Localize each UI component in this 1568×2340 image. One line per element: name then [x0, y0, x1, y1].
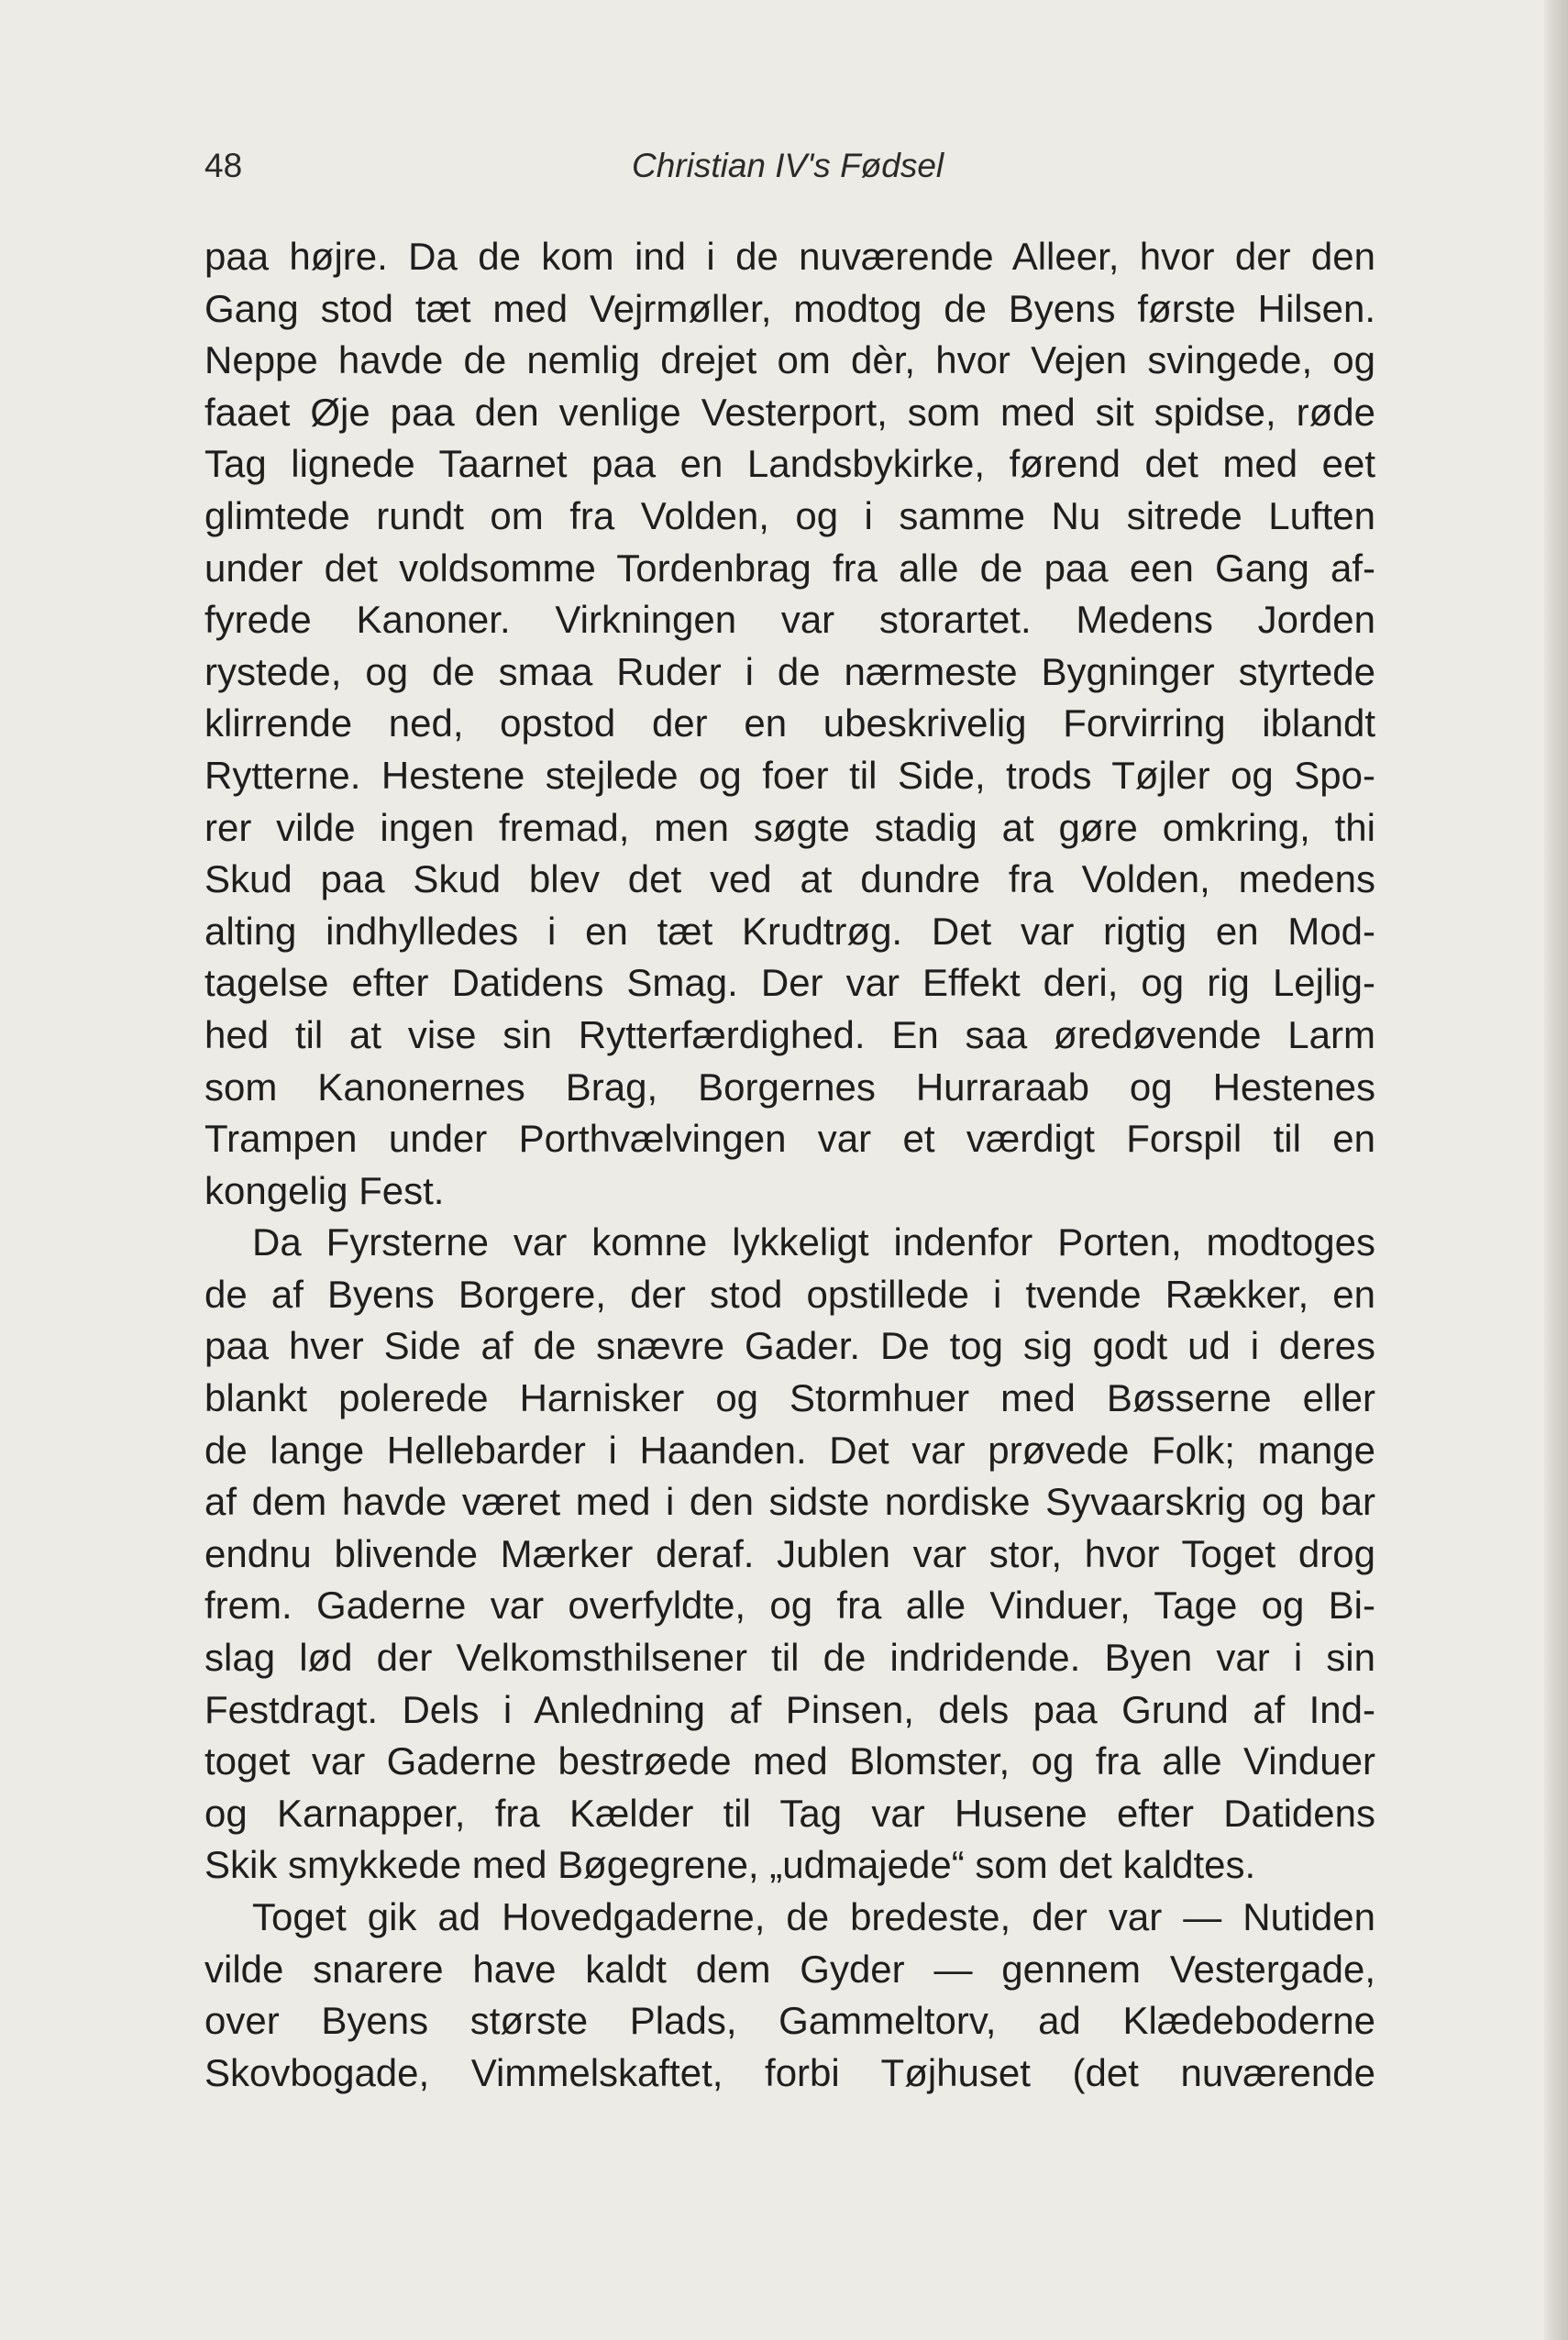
text-line: endnu blivende Mærker deraf. Jublen var stor, hvor Toget drog — [204, 1531, 1375, 1575]
text-line: under det voldsomme Tordenbrag fra alle de paa een Gang af- — [204, 546, 1375, 590]
text-line: faaet Øje paa den venlige Vesterport, som med sit spidse, røde — [204, 390, 1375, 434]
text-line: Skud paa Skud blev det ved at dundre fra Volden, medens — [204, 857, 1375, 901]
text-line: af dem havde været med i den sidste nordiske Syvaarskrig og bar — [204, 1480, 1375, 1524]
text-line: kongelig Fest. — [204, 1168, 445, 1212]
text-line: vilde snarere have kaldt dem Gyder — gennem Vestergade, — [204, 1947, 1375, 1991]
text-line: toget var Gaderne bestrøede med Blomster, og fra alle Vinduer — [204, 1739, 1375, 1783]
body-text — [204, 231, 1375, 2099]
text-line: slag lød der Velkomsthilsener til de indridende. Byen var i sin — [204, 1636, 1375, 1680]
text-line: paa hver Side af de snævre Gader. De tog sig godt ud i deres — [204, 1324, 1375, 1368]
text-line: Da Fyrsterne var komne lykkeligt indenfor Porten, modtoges — [252, 1220, 1375, 1264]
text-line: rystede, og de smaa Ruder i de nærmeste Bygninger styrtede — [204, 649, 1375, 693]
page-edge-shadow — [1544, 0, 1568, 2340]
text-line: Tag lignede Taarnet paa en Landsbykirke, førend det med eet — [204, 442, 1375, 486]
text-line: som Kanonernes Brag, Borgernes Hurraraab og Hestenes — [204, 1065, 1375, 1109]
text-line: over Byens største Plads, Gammeltorv, ad Klædeboderne — [204, 1999, 1375, 2043]
text-line: tagelse efter Datidens Smag. Der var Effekt deri, og rig Lejlig- — [204, 961, 1375, 1005]
text-line: Gang stod tæt med Vejrmøller, modtog de Byens første Hilsen. — [204, 286, 1375, 330]
text-line: rer vilde ingen fremad, men søgte stadig at gøre omkring, thi — [204, 805, 1375, 849]
text-line: hed til at vise sin Rytterfærdighed. En saa øredøvende Larm — [204, 1012, 1375, 1056]
chapter-title: Christian IV's Fødsel — [632, 147, 944, 184]
text-line: paa højre. Da de kom ind i de nuværende Alleer, hvor der den — [204, 235, 1375, 278]
text-line: fyrede Kanoner. Virkningen var storartet. Medens Jorden — [204, 598, 1375, 642]
text-line: klirrende ned, opstod der en ubeskrivelig Forvirring iblandt — [204, 701, 1375, 745]
text-line: Neppe havde de nemlig drejet om dèr, hvor Vejen svingede, og — [204, 338, 1375, 382]
text-line: frem. Gaderne var overfyldte, og fra alle Vinduer, Tage og Bi- — [204, 1584, 1375, 1628]
text-line: de lange Hellebarder i Haanden. Det var prøvede Folk; mange — [204, 1428, 1375, 1472]
text-line: og Karnapper, fra Kælder til Tag var Husene efter Datidens — [204, 1791, 1375, 1835]
text-line: Trampen under Porthvælvingen var et værdigt Forspil til en — [204, 1117, 1375, 1161]
text-line: blankt polerede Harnisker og Stormhuer med Bøsserne eller — [204, 1376, 1375, 1420]
text-line: glimtede rundt om fra Volden, og i samme Nu sitrede Luften — [204, 493, 1375, 537]
text-line: Skovbogade, Vimmelskaftet, forbi Tøjhuset (det nuværende — [204, 2050, 1375, 2094]
text-line: Skik smykkede med Bøgegrene, „udmajede“ som det kaldtes. — [204, 1843, 1256, 1887]
running-head — [204, 147, 1375, 193]
text-line: Festdragt. Dels i Anledning af Pinsen, dels paa Grund af Ind- — [204, 1687, 1375, 1731]
text-line: Rytterne. Hestene stejlede og foer til Side, trods Tøjler og Spo- — [204, 753, 1375, 797]
page-number: 48 — [204, 147, 243, 184]
text-line: Toget gik ad Hovedgaderne, de bredeste, der var — Nutiden — [252, 1895, 1375, 1938]
text-line: alting indhylledes i en tæt Krudtrøg. Det var rigtig en Mod- — [204, 909, 1375, 953]
text-line: de af Byens Borgere, der stod opstillede i tvende Rækker, en — [204, 1272, 1375, 1316]
